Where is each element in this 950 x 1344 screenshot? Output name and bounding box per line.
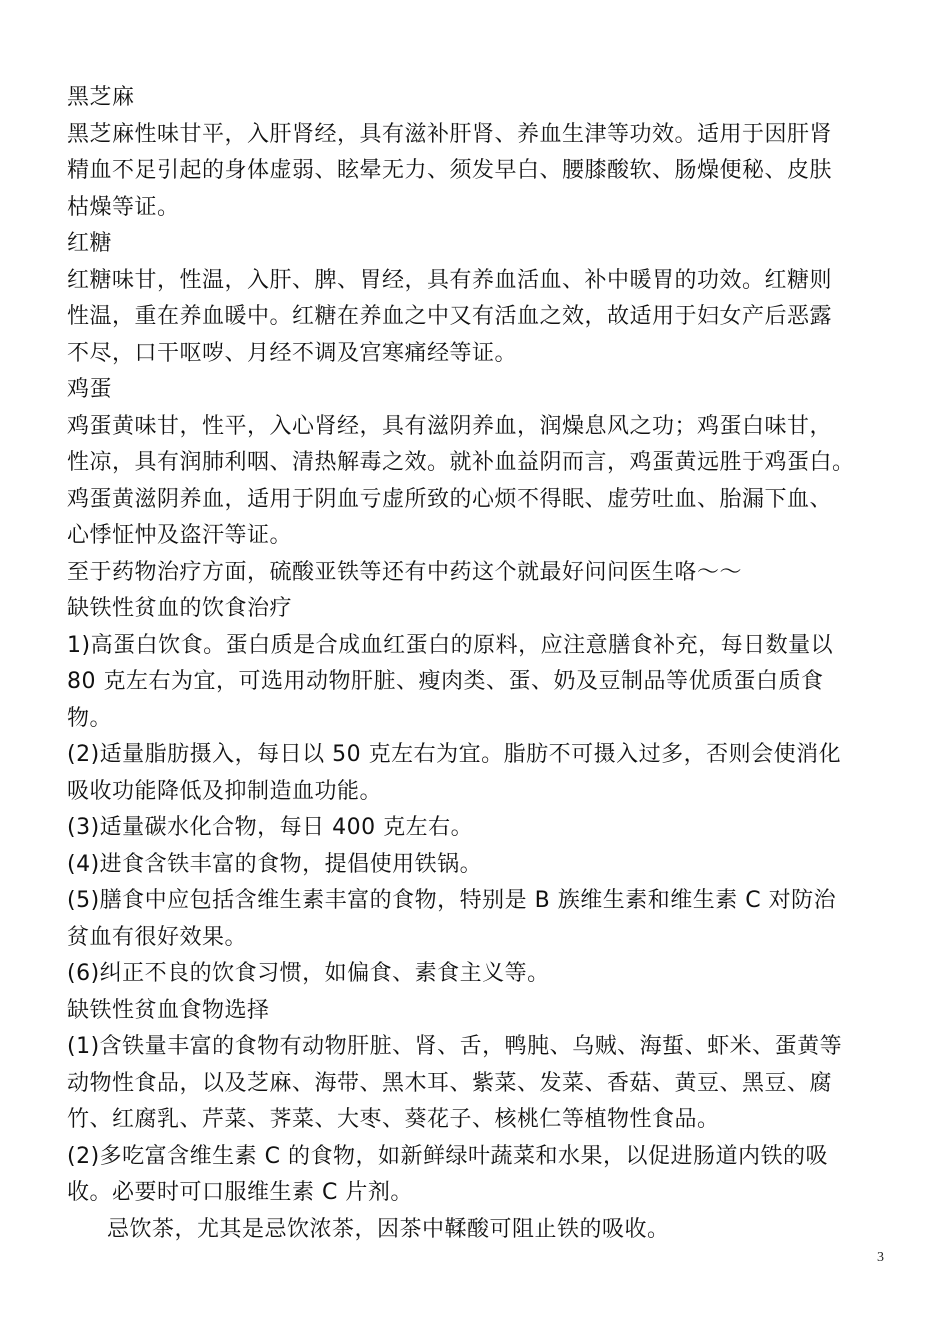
text-line: 红糖味甘，性温，入肝、脾、胃经，具有养血活血、补中暖胃的功效。红糖则	[67, 267, 833, 293]
heading-egg: 鸡蛋	[67, 377, 113, 402]
document-body	[67, 80, 887, 1248]
text-line: 动物性食品，以及芝麻、海带、黑木耳、紫菜、发菜、香菇、黄豆、黑豆、腐	[67, 1070, 833, 1096]
text-line: (2)多吃富含维生素 C 的食物，如新鲜绿叶蔬菜和水果，以促进肠道内铁的吸	[67, 1143, 829, 1169]
text-line: 至于药物治疗方面，硫酸亚铁等还有中药这个就最好问问医生咯～～	[67, 559, 743, 585]
heading-black-sesame: 黑芝麻	[67, 85, 135, 110]
text-line-indented: 忌饮茶，尤其是忌饮浓茶，因茶中鞣酸可阻止铁的吸收。	[107, 1216, 670, 1242]
text-line: (3)适量碳水化合物，每日 400 克左右。	[67, 815, 474, 840]
text-line: 性温，重在养血暖中。红糖在养血之中又有活血之效，故适用于妇女产后恶露	[67, 304, 833, 329]
text-line: (1)含铁量丰富的食物有动物肝脏、肾、舌，鸭肫、乌贼、海蜇、虾米、蛋黄等	[67, 1034, 843, 1059]
text-line: 1)高蛋白饮食。蛋白质是合成血红蛋白的原料，应注意膳食补充，每日数量以	[67, 632, 834, 658]
text-line: 物。	[67, 705, 113, 731]
text-line: 精血不足引起的身体虚弱、眩晕无力、须发早白、腰膝酸软、肠燥便秘、皮肤	[67, 158, 833, 183]
text-line: (6)纠正不良的饮食习惯，如偏食、素食主义等。	[67, 961, 550, 986]
text-line: 枯燥等证。	[67, 194, 180, 220]
heading-brown-sugar: 红糖	[67, 231, 113, 256]
text-line: 贫血有很好效果。	[67, 924, 248, 950]
heading-food-selection: 缺铁性贫血食物选择	[67, 997, 270, 1023]
heading-diet-therapy: 缺铁性贫血的饮食治疗	[67, 596, 293, 621]
text-line: (4)进食含铁丰富的食物，提倡使用铁锅。	[67, 851, 483, 877]
text-line: 性凉，具有润肺利咽、清热解毒之效。就补血益阴而言，鸡蛋黄远胜于鸡蛋白。	[67, 450, 855, 475]
text-line: 吸收功能降低及抑制造血功能。	[67, 778, 383, 804]
text-line: (5)膳食中应包括含维生素丰富的食物，特别是 B 族维生素和维生素 C 对防治	[67, 888, 837, 913]
text-line: 竹、红腐乳、芹菜、荠菜、大枣、葵花子、核桃仁等植物性食品。	[67, 1107, 720, 1132]
text-line: 不尽，口干呕哕、月经不调及宫寒痛经等证。	[67, 340, 518, 366]
page-number: 3	[877, 1250, 884, 1265]
text-line: 鸡蛋黄味甘，性平，入心肾经，具有滋阴养血，润燥息风之功；鸡蛋白味甘，	[67, 413, 833, 439]
text-line: (2)适量脂肪摄入，每日以 50 克左右为宜。脂肪不可摄入过多，否则会使消化	[67, 742, 842, 767]
text-line: 80 克左右为宜，可选用动物肝脏、瘦肉类、蛋、奶及豆制品等优质蛋白质食	[67, 669, 824, 694]
text-line: 黑芝麻性味甘平，入肝肾经，具有滋补肝肾、养血生津等功效。适用于因肝肾	[67, 121, 833, 147]
text-line: 鸡蛋黄滋阴养血，适用于阴血亏虚所致的心烦不得眠、虚劳吐血、胎漏下血、	[67, 486, 833, 512]
text-line: 收。必要时可口服维生素 C 片剂。	[67, 1180, 413, 1205]
text-line: 心悸怔忡及盗汗等证。	[67, 523, 293, 548]
